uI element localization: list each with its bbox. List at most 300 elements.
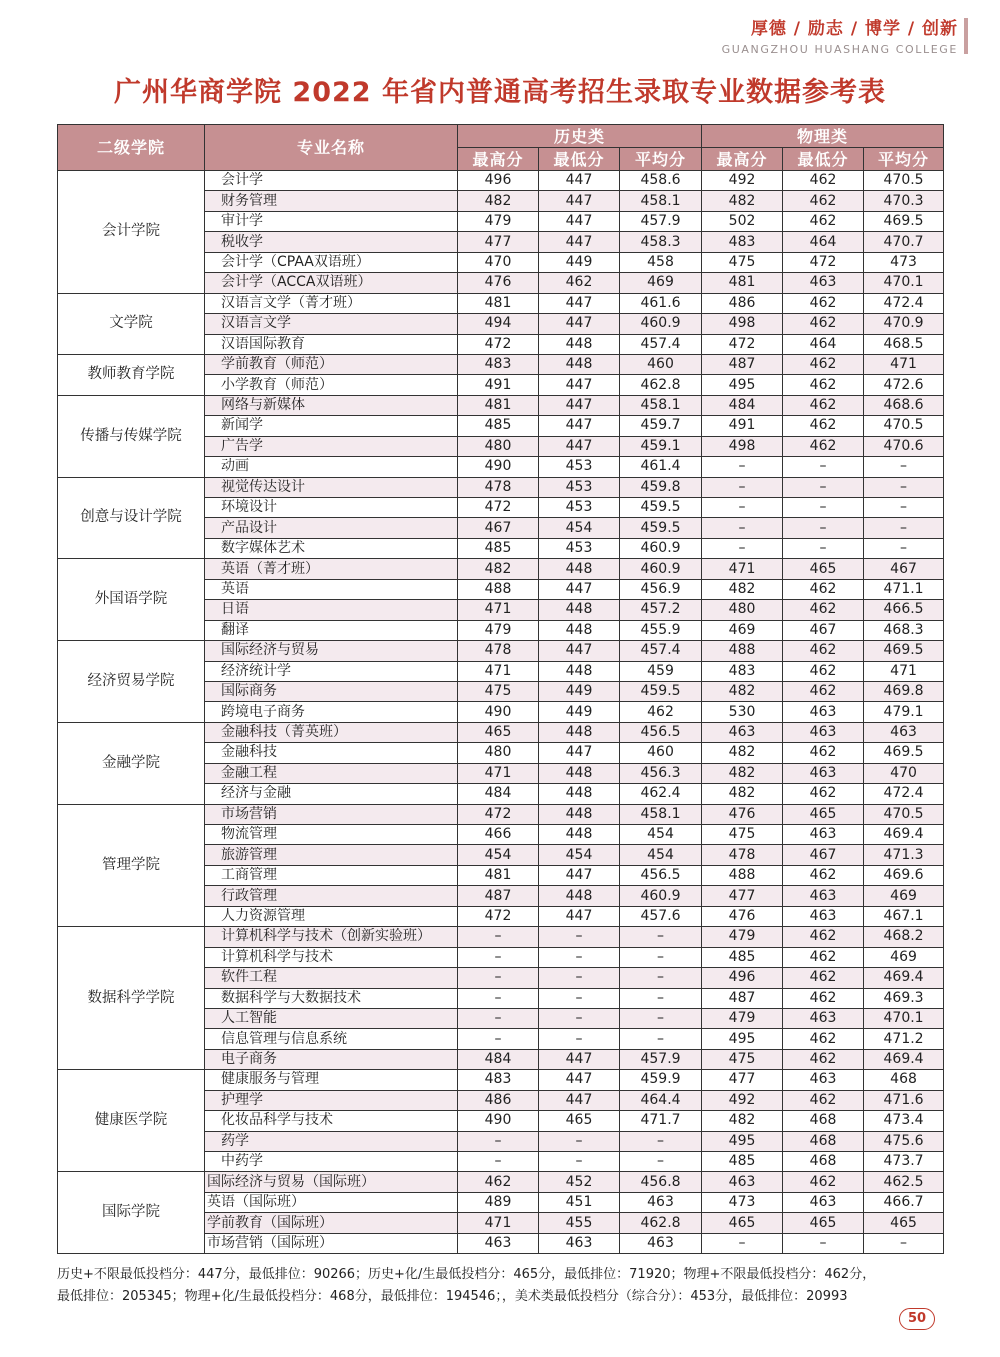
physics-max-score: 481: [702, 273, 783, 293]
physics-min-score: 463: [783, 722, 864, 742]
physics-min-score: 463: [783, 1070, 864, 1090]
history-max-score: 466: [458, 825, 539, 845]
physics-max-score: 482: [702, 743, 783, 763]
history-avg-score: 454: [620, 845, 702, 865]
physics-avg-score: 466.5: [864, 600, 944, 620]
physics-min-score: 468: [783, 1131, 864, 1151]
history-max-score: 462: [458, 1172, 539, 1192]
physics-min-score: 462: [783, 191, 864, 211]
header-physics-group: 物理类: [702, 125, 944, 148]
physics-max-score: –: [702, 498, 783, 518]
history-min-score: 448: [539, 620, 620, 640]
major-name: 金融科技（菁英班）: [205, 722, 458, 742]
physics-max-score: –: [702, 477, 783, 497]
major-name: 健康服务与管理: [205, 1070, 458, 1090]
physics-avg-score: 472.4: [864, 293, 944, 313]
physics-avg-score: 472.6: [864, 375, 944, 395]
header-physics-max: 最高分: [702, 148, 783, 171]
history-min-score: 448: [539, 825, 620, 845]
history-min-score: 447: [539, 436, 620, 456]
table-row: [58, 927, 944, 947]
history-min-score: 449: [539, 702, 620, 722]
major-name: 金融工程: [205, 763, 458, 783]
history-avg-score: 458: [620, 252, 702, 272]
physics-max-score: 491: [702, 416, 783, 436]
major-name: 金融科技: [205, 743, 458, 763]
major-name: 数字媒体艺术: [205, 538, 458, 558]
physics-min-score: 467: [783, 845, 864, 865]
major-name: 汉语言文学（菁才班）: [205, 293, 458, 313]
history-max-score: 482: [458, 559, 539, 579]
major-name: 税收学: [205, 232, 458, 252]
physics-avg-score: 471.2: [864, 1029, 944, 1049]
major-name: 会计学: [205, 171, 458, 191]
major-name: 化妆品科学与技术: [205, 1111, 458, 1131]
major-name: 跨境电子商务: [205, 702, 458, 722]
physics-min-score: –: [783, 1233, 864, 1253]
physics-avg-score: 469.5: [864, 743, 944, 763]
major-name: 小学教育（师范）: [205, 375, 458, 395]
college-name: 数据科学学院: [58, 927, 205, 1070]
physics-avg-score: –: [864, 538, 944, 558]
physics-min-score: 463: [783, 702, 864, 722]
major-name: 视觉传达设计: [205, 477, 458, 497]
history-min-score: 448: [539, 722, 620, 742]
history-avg-score: 469: [620, 273, 702, 293]
major-name: 财务管理: [205, 191, 458, 211]
history-avg-score: 458.3: [620, 232, 702, 252]
physics-avg-score: 469.8: [864, 681, 944, 701]
major-name: 英语: [205, 579, 458, 599]
history-min-score: 448: [539, 804, 620, 824]
history-min-score: –: [539, 988, 620, 1008]
footnote-line: 最低排位：205345；物理+化/生最低投档分：468分，最低排位：194546；，美术类最低投档分（综合分）：453分，最低排位：20993: [57, 1289, 848, 1304]
physics-max-score: 495: [702, 1131, 783, 1151]
table-body: [58, 171, 944, 1254]
physics-min-score: 462: [783, 354, 864, 374]
physics-avg-score: –: [864, 518, 944, 538]
physics-min-score: 464: [783, 334, 864, 354]
physics-max-score: –: [702, 1233, 783, 1253]
physics-avg-score: 473.7: [864, 1152, 944, 1172]
physics-max-score: 484: [702, 395, 783, 415]
physics-min-score: 462: [783, 1090, 864, 1110]
history-avg-score: 460.9: [620, 559, 702, 579]
history-avg-score: 464.4: [620, 1090, 702, 1110]
history-avg-score: 461.6: [620, 293, 702, 313]
college-name: 经济贸易学院: [58, 641, 205, 723]
physics-max-score: 482: [702, 763, 783, 783]
table-row: [58, 395, 944, 415]
physics-max-score: 475: [702, 1049, 783, 1069]
history-max-score: 472: [458, 334, 539, 354]
physics-min-score: 462: [783, 968, 864, 988]
physics-max-score: 476: [702, 804, 783, 824]
physics-avg-score: 471.6: [864, 1090, 944, 1110]
history-avg-score: –: [620, 988, 702, 1008]
physics-avg-score: 468: [864, 1070, 944, 1090]
physics-min-score: 462: [783, 947, 864, 967]
history-min-score: 447: [539, 232, 620, 252]
history-min-score: 447: [539, 865, 620, 885]
history-avg-score: 457.4: [620, 334, 702, 354]
physics-avg-score: 475.6: [864, 1131, 944, 1151]
major-name: 人工智能: [205, 1008, 458, 1028]
major-name: 经济统计学: [205, 661, 458, 681]
history-min-score: –: [539, 1008, 620, 1028]
college-name: 健康医学院: [58, 1070, 205, 1172]
header-accent-bar: [964, 18, 968, 54]
history-avg-score: 457.2: [620, 600, 702, 620]
history-min-score: 448: [539, 661, 620, 681]
history-min-score: 448: [539, 334, 620, 354]
major-name: 广告学: [205, 436, 458, 456]
history-max-score: 471: [458, 661, 539, 681]
physics-avg-score: 470.1: [864, 1008, 944, 1028]
footnote-line: 历史+不限最低投档分：447分，最低排位：90266；历史+化/生最低投档分：465分，最低排位：71920；物理+不限最低投档分：462分，: [57, 1267, 876, 1282]
history-avg-score: 460: [620, 743, 702, 763]
history-avg-score: 457.9: [620, 211, 702, 231]
physics-max-score: 482: [702, 784, 783, 804]
college-name: 外国语学院: [58, 559, 205, 641]
history-avg-score: 460.9: [620, 538, 702, 558]
physics-max-score: 496: [702, 968, 783, 988]
history-max-score: 490: [458, 702, 539, 722]
history-min-score: 447: [539, 743, 620, 763]
history-avg-score: 463: [620, 1233, 702, 1253]
physics-min-score: 463: [783, 273, 864, 293]
history-max-score: 490: [458, 1111, 539, 1131]
physics-min-score: 462: [783, 395, 864, 415]
major-name: 学前教育（师范）: [205, 354, 458, 374]
physics-min-score: 465: [783, 559, 864, 579]
major-name: 环境设计: [205, 498, 458, 518]
major-name: 产品设计: [205, 518, 458, 538]
physics-avg-score: 471.1: [864, 579, 944, 599]
physics-avg-score: 479.1: [864, 702, 944, 722]
physics-max-score: 495: [702, 375, 783, 395]
physics-avg-score: –: [864, 457, 944, 477]
history-max-score: 481: [458, 865, 539, 885]
physics-avg-score: 466.7: [864, 1192, 944, 1212]
history-min-score: 447: [539, 211, 620, 231]
major-name: 计算机科学与技术（创新实验班）: [205, 927, 458, 947]
history-avg-score: –: [620, 1029, 702, 1049]
history-min-score: 449: [539, 681, 620, 701]
major-name: 信息管理与信息系统: [205, 1029, 458, 1049]
physics-min-score: 462: [783, 416, 864, 436]
history-avg-score: 458.1: [620, 395, 702, 415]
physics-max-score: 487: [702, 354, 783, 374]
history-max-score: 470: [458, 252, 539, 272]
history-min-score: 447: [539, 395, 620, 415]
header-history-group: 历史类: [458, 125, 702, 148]
major-name: 药学: [205, 1131, 458, 1151]
history-min-score: 454: [539, 518, 620, 538]
physics-min-score: 462: [783, 743, 864, 763]
history-min-score: 448: [539, 600, 620, 620]
physics-max-score: 492: [702, 171, 783, 191]
header-school: 二级学院: [58, 125, 205, 171]
history-avg-score: 458.1: [620, 804, 702, 824]
history-min-score: 462: [539, 273, 620, 293]
history-avg-score: 457.6: [620, 906, 702, 926]
history-max-score: –: [458, 968, 539, 988]
physics-min-score: –: [783, 477, 864, 497]
physics-min-score: 462: [783, 988, 864, 1008]
physics-max-score: 483: [702, 232, 783, 252]
physics-max-score: 488: [702, 865, 783, 885]
physics-avg-score: 469.3: [864, 988, 944, 1008]
history-avg-score: 459.9: [620, 1070, 702, 1090]
history-avg-score: 462.8: [620, 1213, 702, 1233]
history-avg-score: 459.5: [620, 498, 702, 518]
major-name: 国际经济与贸易: [205, 641, 458, 661]
history-min-score: 448: [539, 784, 620, 804]
physics-min-score: 462: [783, 1029, 864, 1049]
college-name: 教师教育学院: [58, 354, 205, 395]
major-name: 人力资源管理: [205, 906, 458, 926]
history-min-score: –: [539, 927, 620, 947]
physics-min-score: 462: [783, 681, 864, 701]
physics-min-score: 462: [783, 661, 864, 681]
physics-avg-score: 470.7: [864, 232, 944, 252]
history-avg-score: 454: [620, 825, 702, 845]
history-min-score: 451: [539, 1192, 620, 1212]
physics-min-score: 467: [783, 620, 864, 640]
physics-max-score: 480: [702, 600, 783, 620]
history-min-score: 447: [539, 1049, 620, 1069]
major-name: 护理学: [205, 1090, 458, 1110]
history-max-score: 471: [458, 600, 539, 620]
college-name: 金融学院: [58, 722, 205, 804]
major-name: 数据科学与大数据技术: [205, 988, 458, 1008]
physics-min-score: 462: [783, 579, 864, 599]
physics-max-score: 472: [702, 334, 783, 354]
history-max-score: 471: [458, 1213, 539, 1233]
physics-max-score: –: [702, 457, 783, 477]
physics-min-score: –: [783, 457, 864, 477]
physics-avg-score: –: [864, 1233, 944, 1253]
physics-avg-score: 471.3: [864, 845, 944, 865]
major-name: 英语（菁才班）: [205, 559, 458, 579]
major-name: 市场营销（国际班）: [205, 1233, 458, 1253]
history-avg-score: 455.9: [620, 620, 702, 640]
major-name: 行政管理: [205, 886, 458, 906]
major-name: 网络与新媒体: [205, 395, 458, 415]
history-max-score: 465: [458, 722, 539, 742]
physics-avg-score: 471: [864, 354, 944, 374]
header-history-avg: 平均分: [620, 148, 702, 171]
history-max-score: 476: [458, 273, 539, 293]
physics-min-score: 463: [783, 1192, 864, 1212]
table-row: [58, 354, 944, 374]
college-brand: [722, 14, 958, 56]
physics-min-score: 472: [783, 252, 864, 272]
physics-min-score: 463: [783, 906, 864, 926]
physics-avg-score: 469.4: [864, 1049, 944, 1069]
physics-avg-score: 470.5: [864, 171, 944, 191]
physics-max-score: 487: [702, 988, 783, 1008]
history-min-score: 465: [539, 1111, 620, 1131]
history-max-score: 485: [458, 416, 539, 436]
college-name: 国际学院: [58, 1172, 205, 1254]
major-name: 经济与金融: [205, 784, 458, 804]
history-avg-score: 460.9: [620, 886, 702, 906]
history-avg-score: 462.4: [620, 784, 702, 804]
major-name: 国际商务: [205, 681, 458, 701]
table-row: [58, 1172, 944, 1192]
physics-max-score: 465: [702, 1213, 783, 1233]
history-min-score: 449: [539, 252, 620, 272]
physics-max-score: 479: [702, 927, 783, 947]
history-min-score: 447: [539, 314, 620, 334]
physics-min-score: 462: [783, 865, 864, 885]
history-max-score: 487: [458, 886, 539, 906]
major-name: 学前教育（国际班）: [205, 1213, 458, 1233]
history-max-score: –: [458, 947, 539, 967]
physics-min-score: 465: [783, 1213, 864, 1233]
history-max-score: 478: [458, 477, 539, 497]
table-row: [58, 477, 944, 497]
history-max-score: 481: [458, 395, 539, 415]
physics-max-score: 482: [702, 579, 783, 599]
history-avg-score: 456.5: [620, 722, 702, 742]
physics-max-score: –: [702, 538, 783, 558]
physics-min-score: 465: [783, 804, 864, 824]
history-min-score: 453: [539, 538, 620, 558]
physics-avg-score: 468.3: [864, 620, 944, 640]
table-row: [58, 722, 944, 742]
physics-max-score: 488: [702, 641, 783, 661]
physics-min-score: 464: [783, 232, 864, 252]
physics-min-score: 462: [783, 1172, 864, 1192]
major-name: 工商管理: [205, 865, 458, 885]
major-name: 旅游管理: [205, 845, 458, 865]
history-avg-score: 459: [620, 661, 702, 681]
history-max-score: 454: [458, 845, 539, 865]
history-avg-score: 459.1: [620, 436, 702, 456]
history-max-score: 482: [458, 191, 539, 211]
table-row: [58, 1070, 944, 1090]
history-avg-score: 457.4: [620, 641, 702, 661]
physics-avg-score: 469: [864, 886, 944, 906]
history-min-score: 447: [539, 579, 620, 599]
history-avg-score: 460.9: [620, 314, 702, 334]
college-name: 传播与传媒学院: [58, 395, 205, 477]
physics-avg-score: 472.4: [864, 784, 944, 804]
physics-min-score: 463: [783, 1008, 864, 1028]
history-max-score: –: [458, 988, 539, 1008]
physics-min-score: 462: [783, 1049, 864, 1069]
history-min-score: –: [539, 1152, 620, 1172]
history-avg-score: 463: [620, 1192, 702, 1212]
header-major: 专业名称: [205, 125, 458, 171]
history-avg-score: 458.6: [620, 171, 702, 191]
physics-min-score: 462: [783, 375, 864, 395]
physics-avg-score: 469.5: [864, 211, 944, 231]
physics-max-score: 475: [702, 252, 783, 272]
physics-max-score: 486: [702, 293, 783, 313]
physics-avg-score: 468.5: [864, 334, 944, 354]
history-avg-score: –: [620, 1131, 702, 1151]
history-max-score: –: [458, 1152, 539, 1172]
history-max-score: 475: [458, 681, 539, 701]
physics-min-score: –: [783, 518, 864, 538]
history-max-score: 479: [458, 620, 539, 640]
physics-avg-score: 467: [864, 559, 944, 579]
physics-avg-score: –: [864, 498, 944, 518]
history-min-score: 447: [539, 375, 620, 395]
college-name: 管理学院: [58, 804, 205, 927]
history-avg-score: 460: [620, 354, 702, 374]
major-name: 会计学（CPAA双语班）: [205, 252, 458, 272]
physics-max-score: 485: [702, 947, 783, 967]
history-avg-score: –: [620, 1008, 702, 1028]
history-min-score: 448: [539, 354, 620, 374]
physics-min-score: 462: [783, 784, 864, 804]
major-name: 汉语言文学: [205, 314, 458, 334]
footnote: [57, 1264, 947, 1308]
college-name: 会计学院: [58, 171, 205, 294]
physics-max-score: 476: [702, 906, 783, 926]
physics-max-score: 477: [702, 886, 783, 906]
history-max-score: 484: [458, 1049, 539, 1069]
physics-min-score: 462: [783, 641, 864, 661]
physics-max-score: 483: [702, 661, 783, 681]
history-avg-score: 456.9: [620, 579, 702, 599]
major-name: 市场营销: [205, 804, 458, 824]
history-max-score: 480: [458, 743, 539, 763]
physics-avg-score: 470.5: [864, 804, 944, 824]
history-avg-score: 457.9: [620, 1049, 702, 1069]
physics-max-score: 495: [702, 1029, 783, 1049]
history-min-score: 453: [539, 477, 620, 497]
history-max-score: –: [458, 1008, 539, 1028]
header-physics-min: 最低分: [783, 148, 864, 171]
physics-max-score: 477: [702, 1070, 783, 1090]
physics-max-score: 463: [702, 1172, 783, 1192]
table-row: [58, 559, 944, 579]
physics-avg-score: 470.6: [864, 436, 944, 456]
history-max-score: –: [458, 1029, 539, 1049]
physics-max-score: 471: [702, 559, 783, 579]
history-min-score: 448: [539, 763, 620, 783]
history-max-score: 483: [458, 1070, 539, 1090]
physics-min-score: 463: [783, 886, 864, 906]
physics-avg-score: 469: [864, 947, 944, 967]
physics-avg-score: –: [864, 477, 944, 497]
physics-avg-score: 465: [864, 1213, 944, 1233]
history-min-score: 453: [539, 498, 620, 518]
table-row: [58, 804, 944, 824]
table-row: [58, 171, 944, 191]
admission-score-table: [57, 124, 944, 1254]
history-max-score: 494: [458, 314, 539, 334]
history-avg-score: 459.8: [620, 477, 702, 497]
history-min-score: –: [539, 1131, 620, 1151]
physics-avg-score: 462.5: [864, 1172, 944, 1192]
history-max-score: 471: [458, 763, 539, 783]
physics-avg-score: 468.2: [864, 927, 944, 947]
physics-max-score: 469: [702, 620, 783, 640]
physics-min-score: –: [783, 498, 864, 518]
page-title: 广州华商学院 2022 年省内普通高考招生录取专业数据参考表: [114, 77, 886, 108]
history-min-score: 448: [539, 559, 620, 579]
physics-avg-score: 470.1: [864, 273, 944, 293]
history-max-score: 491: [458, 375, 539, 395]
history-max-score: 496: [458, 171, 539, 191]
